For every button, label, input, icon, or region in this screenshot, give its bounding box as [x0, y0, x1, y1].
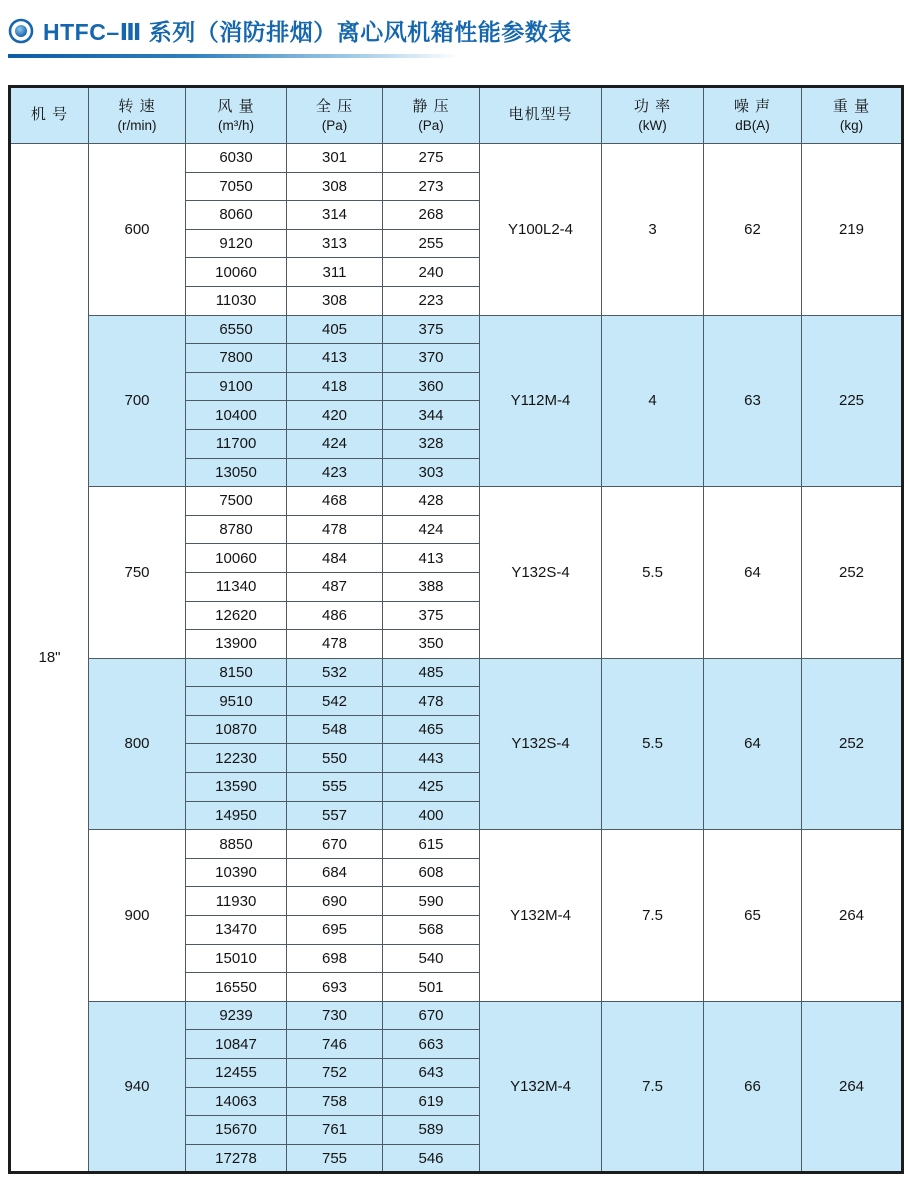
machine-no-cell: 18"	[10, 144, 89, 1173]
col-header-power	[602, 87, 704, 144]
air-volume-cell: 7500	[186, 487, 287, 516]
static-pressure-cell: 590	[383, 887, 480, 916]
speed-cell: 900	[89, 830, 186, 1002]
static-pressure-cell: 375	[383, 601, 480, 630]
static-pressure-cell: 485	[383, 658, 480, 687]
static-pressure-cell: 223	[383, 286, 480, 315]
total-pressure-cell: 413	[287, 344, 383, 373]
bullseye-icon	[8, 18, 34, 44]
total-pressure-cell: 486	[287, 601, 383, 630]
static-pressure-cell: 240	[383, 258, 480, 287]
col-header-label: 机 号	[30, 106, 69, 124]
col-header-label: 重 量	[832, 98, 871, 116]
static-pressure-cell: 268	[383, 201, 480, 230]
static-pressure-cell: 328	[383, 429, 480, 458]
static-pressure-cell: 546	[383, 1144, 480, 1173]
air-volume-cell: 17278	[186, 1144, 287, 1173]
static-pressure-cell: 501	[383, 973, 480, 1002]
total-pressure-cell: 532	[287, 658, 383, 687]
total-pressure-cell: 695	[287, 916, 383, 945]
air-volume-cell: 13900	[186, 630, 287, 659]
noise-cell: 65	[704, 830, 802, 1002]
total-pressure-cell: 418	[287, 372, 383, 401]
col-header-unit: (Pa)	[321, 117, 348, 133]
total-pressure-cell: 542	[287, 687, 383, 716]
air-volume-cell: 6030	[186, 144, 287, 173]
static-pressure-cell: 540	[383, 944, 480, 973]
air-volume-cell: 10400	[186, 401, 287, 430]
air-volume-cell: 9510	[186, 687, 287, 716]
static-pressure-cell: 619	[383, 1087, 480, 1116]
power-cell: 5.5	[602, 658, 704, 830]
air-volume-cell: 14950	[186, 801, 287, 830]
static-pressure-cell: 443	[383, 744, 480, 773]
static-pressure-cell: 350	[383, 630, 480, 659]
col-header-total-pressure	[287, 87, 383, 144]
table-row	[10, 144, 903, 173]
air-volume-cell: 10390	[186, 858, 287, 887]
noise-cell: 64	[704, 487, 802, 659]
motor-model-cell: Y100L2-4	[480, 144, 602, 316]
weight-cell: 252	[802, 658, 903, 830]
total-pressure-cell: 670	[287, 830, 383, 859]
col-header-unit: (m³/h)	[218, 117, 254, 133]
total-pressure-cell: 698	[287, 944, 383, 973]
air-volume-cell: 8060	[186, 201, 287, 230]
motor-model-cell: Y132S-4	[480, 658, 602, 830]
table-row	[10, 658, 903, 687]
static-pressure-cell: 375	[383, 315, 480, 344]
air-volume-cell: 12230	[186, 744, 287, 773]
power-cell: 7.5	[602, 1001, 704, 1173]
col-header-label: 噪 声	[733, 98, 772, 116]
total-pressure-cell: 478	[287, 630, 383, 659]
air-volume-cell: 6550	[186, 315, 287, 344]
page-header	[8, 14, 572, 58]
air-volume-cell: 11030	[186, 286, 287, 315]
air-volume-cell: 7800	[186, 344, 287, 373]
static-pressure-cell: 303	[383, 458, 480, 487]
air-volume-cell: 10847	[186, 1030, 287, 1059]
col-header-air-volume	[186, 87, 287, 144]
power-cell: 4	[602, 315, 704, 487]
static-pressure-cell: 360	[383, 372, 480, 401]
total-pressure-cell: 746	[287, 1030, 383, 1059]
total-pressure-cell: 314	[287, 201, 383, 230]
power-cell: 3	[602, 144, 704, 316]
total-pressure-cell: 758	[287, 1087, 383, 1116]
total-pressure-cell: 730	[287, 1001, 383, 1030]
air-volume-cell: 15670	[186, 1116, 287, 1145]
total-pressure-cell: 557	[287, 801, 383, 830]
total-pressure-cell: 308	[287, 172, 383, 201]
total-pressure-cell: 311	[287, 258, 383, 287]
motor-model-cell: Y132M-4	[480, 830, 602, 1002]
col-header-label: 转 速	[118, 98, 156, 116]
table-row	[10, 315, 903, 344]
static-pressure-cell: 344	[383, 401, 480, 430]
motor-model-cell: Y132M-4	[480, 1001, 602, 1173]
air-volume-cell: 10870	[186, 715, 287, 744]
col-header-noise	[704, 87, 802, 144]
total-pressure-cell: 308	[287, 286, 383, 315]
header-row	[10, 87, 903, 144]
static-pressure-cell: 413	[383, 544, 480, 573]
col-header-unit: (kW)	[638, 117, 667, 133]
static-pressure-cell: 424	[383, 515, 480, 544]
static-pressure-cell: 400	[383, 801, 480, 830]
col-header-label: 风 量	[217, 98, 255, 116]
weight-cell: 252	[802, 487, 903, 659]
total-pressure-cell: 424	[287, 429, 383, 458]
static-pressure-cell: 615	[383, 830, 480, 859]
air-volume-cell: 13050	[186, 458, 287, 487]
title-underline	[8, 54, 460, 58]
static-pressure-cell: 425	[383, 773, 480, 802]
col-header-weight	[802, 87, 903, 144]
col-header-speed	[89, 87, 186, 144]
static-pressure-cell: 255	[383, 229, 480, 258]
total-pressure-cell: 468	[287, 487, 383, 516]
power-cell: 7.5	[602, 830, 704, 1002]
static-pressure-cell: 589	[383, 1116, 480, 1145]
speed-cell: 940	[89, 1001, 186, 1173]
noise-cell: 63	[704, 315, 802, 487]
air-volume-cell: 16550	[186, 973, 287, 1002]
motor-model-cell: Y112M-4	[480, 315, 602, 487]
static-pressure-cell: 670	[383, 1001, 480, 1030]
total-pressure-cell: 761	[287, 1116, 383, 1145]
total-pressure-cell: 487	[287, 572, 383, 601]
air-volume-cell: 9120	[186, 229, 287, 258]
air-volume-cell: 13590	[186, 773, 287, 802]
speed-cell: 750	[89, 487, 186, 659]
total-pressure-cell: 755	[287, 1144, 383, 1173]
col-header-unit: dB(A)	[735, 117, 770, 133]
col-header-label: 电机型号	[508, 106, 573, 124]
static-pressure-cell: 465	[383, 715, 480, 744]
col-header-label: 功 率	[633, 98, 672, 116]
col-header-unit: (kg)	[839, 117, 864, 133]
speed-cell: 700	[89, 315, 186, 487]
speed-cell: 600	[89, 144, 186, 316]
col-header-label: 静 压	[412, 98, 450, 116]
performance-table	[8, 85, 904, 1174]
table-row	[10, 487, 903, 516]
power-cell: 5.5	[602, 487, 704, 659]
total-pressure-cell: 690	[287, 887, 383, 916]
col-header-unit: (r/min)	[117, 117, 157, 133]
col-header-machine-no	[10, 87, 89, 144]
air-volume-cell: 12620	[186, 601, 287, 630]
noise-cell: 66	[704, 1001, 802, 1173]
col-header-motor-model	[480, 87, 602, 144]
air-volume-cell: 11340	[186, 572, 287, 601]
table-row	[10, 1001, 903, 1030]
static-pressure-cell: 568	[383, 916, 480, 945]
static-pressure-cell: 478	[383, 687, 480, 716]
total-pressure-cell: 405	[287, 315, 383, 344]
total-pressure-cell: 420	[287, 401, 383, 430]
air-volume-cell: 8150	[186, 658, 287, 687]
static-pressure-cell: 388	[383, 572, 480, 601]
air-volume-cell: 10060	[186, 258, 287, 287]
weight-cell: 264	[802, 1001, 903, 1173]
air-volume-cell: 7050	[186, 172, 287, 201]
speed-cell: 800	[89, 658, 186, 830]
air-volume-cell: 9239	[186, 1001, 287, 1030]
static-pressure-cell: 370	[383, 344, 480, 373]
page-title: HTFC–Ⅲ 系列（消防排烟）离心风机箱性能参数表	[43, 19, 572, 45]
static-pressure-cell: 608	[383, 858, 480, 887]
total-pressure-cell: 478	[287, 515, 383, 544]
static-pressure-cell: 663	[383, 1030, 480, 1059]
title-row	[8, 14, 572, 47]
noise-cell: 64	[704, 658, 802, 830]
col-header-static-pressure	[383, 87, 480, 144]
air-volume-cell: 11700	[186, 429, 287, 458]
weight-cell: 219	[802, 144, 903, 316]
motor-model-cell: Y132S-4	[480, 487, 602, 659]
col-header-label: 全 压	[315, 98, 354, 116]
air-volume-cell: 14063	[186, 1087, 287, 1116]
static-pressure-cell: 273	[383, 172, 480, 201]
total-pressure-cell: 550	[287, 744, 383, 773]
table-row	[10, 830, 903, 859]
weight-cell: 225	[802, 315, 903, 487]
air-volume-cell: 12455	[186, 1059, 287, 1088]
total-pressure-cell: 752	[287, 1059, 383, 1088]
total-pressure-cell: 548	[287, 715, 383, 744]
air-volume-cell: 11930	[186, 887, 287, 916]
noise-cell: 62	[704, 144, 802, 316]
air-volume-cell: 15010	[186, 944, 287, 973]
total-pressure-cell: 423	[287, 458, 383, 487]
total-pressure-cell: 684	[287, 858, 383, 887]
total-pressure-cell: 313	[287, 229, 383, 258]
total-pressure-cell: 693	[287, 973, 383, 1002]
air-volume-cell: 8780	[186, 515, 287, 544]
air-volume-cell: 13470	[186, 916, 287, 945]
col-header-unit: (Pa)	[418, 117, 444, 133]
air-volume-cell: 9100	[186, 372, 287, 401]
air-volume-cell: 10060	[186, 544, 287, 573]
static-pressure-cell: 643	[383, 1059, 480, 1088]
total-pressure-cell: 484	[287, 544, 383, 573]
air-volume-cell: 8850	[186, 830, 287, 859]
total-pressure-cell: 301	[287, 144, 383, 173]
static-pressure-cell: 275	[383, 144, 480, 173]
total-pressure-cell: 555	[287, 773, 383, 802]
weight-cell: 264	[802, 830, 903, 1002]
static-pressure-cell: 428	[383, 487, 480, 516]
